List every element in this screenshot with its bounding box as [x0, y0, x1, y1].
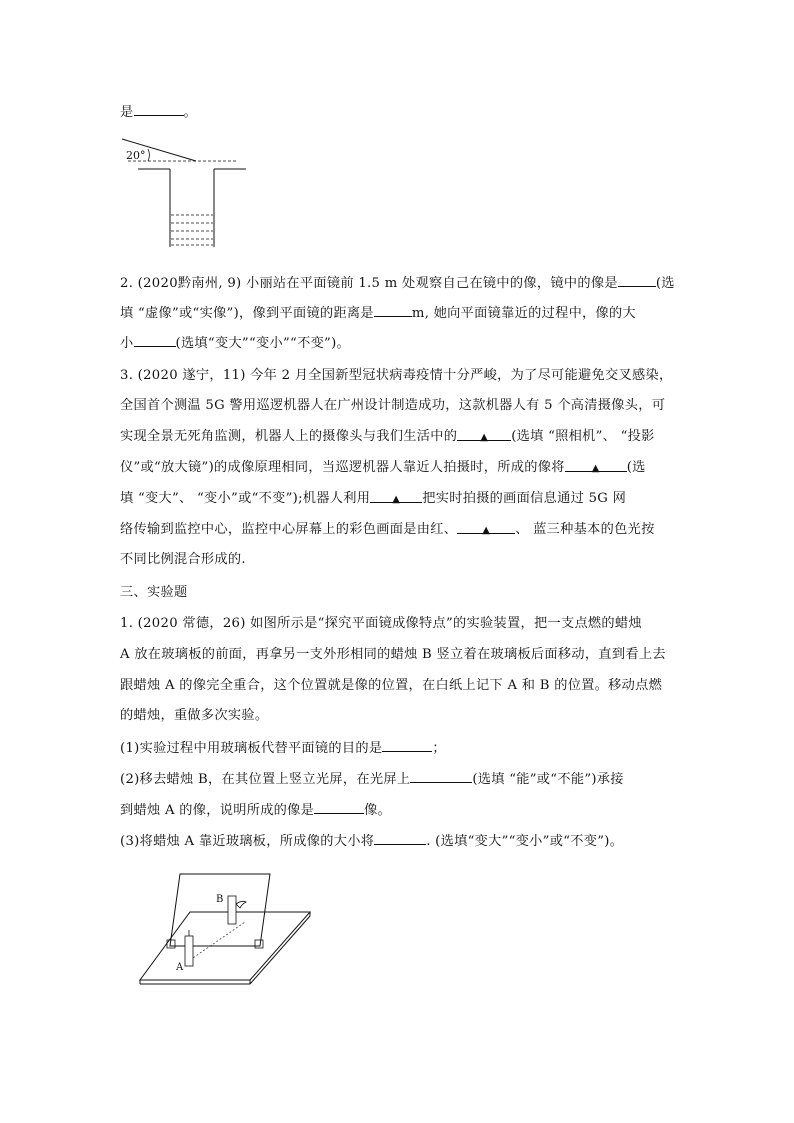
q2-blank-image-type[interactable]	[618, 274, 656, 287]
exp1-blank-image-kind[interactable]	[314, 801, 364, 814]
triangle-marker: ▲	[392, 494, 401, 505]
q2-line-2: 填 “虚像”或“实像”)，像到平面镜的距离是 m, 她向平面镜靠近的过程中，像的大	[120, 306, 637, 321]
angle-label: 20°	[126, 149, 146, 162]
top-text-end: 。	[183, 105, 197, 120]
figure-light-into-well	[118, 135, 253, 250]
exp1-blank-can-receive[interactable]	[410, 770, 472, 783]
q3-line-5: 填 “变大”、 “变小”或“不变”);机器人利用 ▲ 把实时拍摄的画面信息通过 5G 网	[120, 491, 627, 506]
top-text: 是	[120, 105, 134, 120]
q3-line-1: 3. (2020 遂宁，11) 今年 2 月全国新型冠状病毒疫情十分严峻，为了尽可能避免交叉感染，	[120, 368, 673, 383]
q2-line-3: 小 (选填“变大”“变小”“不变”)。	[120, 336, 351, 351]
q3-line-4: 仪”或“放大镜”)的成像原理相同，当巡逻机器人靠近人拍摄时，所成的像将 ▲ (选	[120, 460, 646, 475]
q3-line-3: 实现全景无死角监测，机器人上的摄像头与我们生活中的 ▲ (选填 “照相机”、 “投影	[120, 429, 655, 444]
exp1-sub-2b: 到蜡烛 A 的像，说明所成的像是 像。	[120, 803, 392, 818]
figure-plane-mirror-experiment	[130, 870, 320, 990]
water-surface-lines	[171, 215, 213, 245]
q3-blank-wave[interactable]	[370, 490, 422, 503]
q2-line-1: 2. (2020黔南州, 9) 小丽站在平面镜前 1.5 m 处观察自己在镜中的像，镜中的像是 (选	[120, 276, 675, 291]
candle-a	[185, 936, 193, 966]
q3-blank-image-change[interactable]	[565, 459, 627, 472]
flame-image	[236, 901, 246, 908]
q2-blank-size[interactable]	[134, 334, 176, 347]
exp1-line-4: 的蜡烛，重做多次实验。	[120, 708, 269, 723]
exp1-sub-1: (1)实验过程中用玻璃板代替平面镜的目的是 ；	[120, 741, 446, 756]
q3-line-7: 不同比例混合形成的.	[120, 552, 246, 567]
q3-line-2: 全国首个测温 5G 警用巡逻机器人在广州设计制造成功，这款机器人有 5 个高清摄像头，可	[120, 398, 666, 413]
q3-blank-color[interactable]	[457, 521, 515, 534]
exp1-blank-size-change[interactable]	[374, 832, 426, 845]
glass-plate	[170, 874, 270, 946]
exp1-line-3: 跟蜡烛 A 的像完全重合，这个位置就是像的位置，在白纸上记下 A 和 B 的位置。移动点燃	[120, 678, 663, 693]
exp1-sub-3: (3)将蜡烛 A 靠近玻璃板，所成像的大小将 . (选填“变大”“变小”或“不变”)。	[120, 834, 624, 849]
angle-arc	[148, 149, 149, 161]
dashed-guide-line	[190, 922, 245, 960]
exp1-sub-2: (2)移去蜡烛 B，在其位置上竖立光屏，在光屏上 (选填 “能”或“不能”)承接	[120, 772, 624, 787]
top-answer-blank[interactable]	[134, 103, 184, 116]
q2-blank-distance[interactable]	[374, 304, 412, 317]
top-fragment	[120, 103, 197, 122]
section-heading: 三、实验题	[120, 585, 188, 600]
label-b: B	[216, 894, 224, 905]
glass-holder-right	[255, 940, 263, 948]
exp1-line-1: 1. (2020 常德，26) 如图所示是“探究平面镜成像特点”的实验装置，把一支点燃的蜡烛	[120, 616, 642, 631]
triangle-marker: ▲	[591, 463, 600, 474]
label-a: A	[176, 962, 184, 973]
q3-line-6: 络传输到监控中心，监控中心屏幕上的彩色画面是由红、 ▲ 、 蓝三种基本的色光按	[120, 522, 655, 537]
exp1-line-2: A 放在玻璃板的前面，再拿另一支外形相同的蜡烛 B 竖立着在玻璃板后面移动，直到看上去	[120, 647, 666, 662]
candle-b	[228, 896, 236, 924]
board-thickness-side	[250, 916, 310, 984]
triangle-marker: ▲	[482, 525, 491, 536]
q3-blank-camera[interactable]	[457, 428, 511, 441]
exp1-blank-purpose[interactable]	[382, 739, 432, 752]
triangle-marker: ▲	[480, 432, 489, 443]
